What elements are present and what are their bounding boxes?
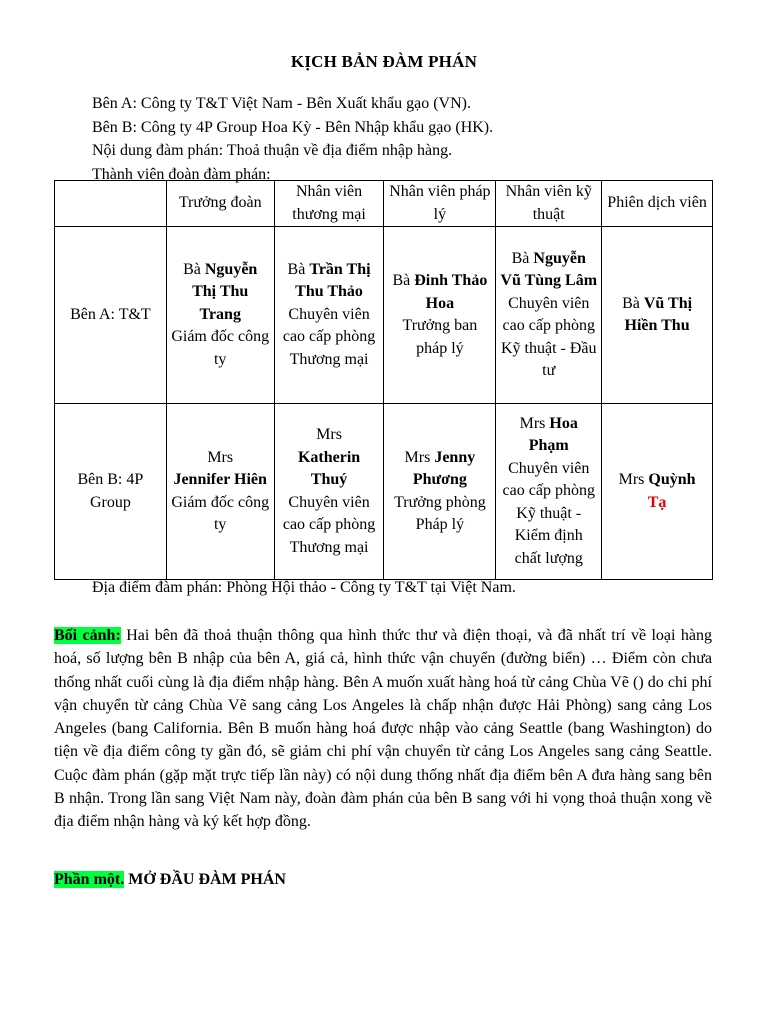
member-role: Chuyên viên cao cấp phòng Thương mại (282, 305, 376, 368)
table-row (55, 404, 713, 580)
context-paragraph (54, 624, 712, 834)
member-title: Mrs (404, 448, 431, 466)
party-a-line: Bên A: Công ty T&T Việt Nam - Bên Xuất khẩu gạo (VN). (92, 95, 471, 112)
member-name: Đinh Thảo Hoa (414, 272, 488, 312)
member-role: Chuyên viên cao cấp phòng Kỹ thuật - Đầu tư (500, 294, 597, 379)
member-role: Trưởng ban pháp lý (402, 317, 478, 357)
member-cell (602, 404, 713, 580)
member-role: Giám đốc công ty (171, 328, 270, 368)
member-cell (274, 404, 384, 580)
member-cell (602, 227, 713, 404)
part-title: MỞ ĐẦU ĐÀM PHÁN (124, 871, 286, 888)
member-cell (496, 227, 602, 404)
row-label: Bên B: 4P Group (55, 404, 167, 580)
member-role: Giám đốc công ty (171, 493, 270, 533)
table-header-row (55, 181, 713, 227)
member-title: Bà (287, 260, 306, 278)
member-title: Bà (622, 294, 640, 312)
member-role: Trưởng phòng Pháp lý (394, 493, 486, 533)
table-header-empty (55, 181, 167, 227)
part-one-heading (54, 871, 286, 889)
member-title: Bà (392, 272, 411, 289)
member-name-red: Tạ (647, 493, 667, 511)
member-title: Mrs (316, 426, 342, 443)
row-label: Bên A: T&T (55, 227, 167, 404)
table-header-cell: Trưởng đoàn (166, 181, 274, 227)
negotiation-content-line: Nội dung đàm phán: Thoả thuận về địa điểm nhập hàng. (92, 142, 453, 159)
member-cell (384, 404, 496, 580)
table-row (55, 227, 713, 404)
member-name: Hoa Phạm (528, 414, 578, 455)
member-title: Mrs (618, 471, 645, 488)
member-name: Katherin Thuý (297, 448, 361, 488)
table-header-cell: Nhân viên pháp lý (384, 181, 496, 227)
member-role: Chuyên viên cao cấp phòng Thương mại (282, 493, 376, 556)
member-cell (166, 227, 274, 404)
member-cell (274, 227, 384, 404)
member-cell (166, 404, 274, 580)
intro-block (92, 92, 493, 186)
members-table (54, 180, 713, 580)
member-name: Trần Thị Thu Thảo (295, 260, 371, 301)
table-header-cell: Nhân viên thương mại (274, 181, 384, 227)
context-text: Hai bên đã thoả thuận thông qua hình thức thư và điện thoại, và đã nhất trí về loại hàng hoá, số lượng bên B nhập của bên A, giá cả, hình thức vận chuyển (đường biển) … Điểm còn chưa thống nhất cuối cùng là địa điểm nhập hàng. Bên A muốn xuất hàng hoá từ cảng Chùa Vẽ () do chi phí vận chuyển từ cảng Chùa Vẽ sang cảng Los Angeles là chấp nhận được Hải Phòng) sang cảng Los Angeles (bang California. Bên B muốn hàng hoá được nhập vào cảng Seattle (bang Washington) do tiện về địa điểm công ty gần đó, sẽ giảm chi phí vận chuyển từ cảng Los Angeles sang cảng Seattle. Cuộc đàm phán (gặp mặt trực tiếp lần này) có nội dung thống nhất địa điểm bên A đưa hàng sang bên B nhận. Trong lần sang Việt Nam này, đoàn đàm phán của bên B sang với hi vọng thoả thuận xong về địa điểm nhận hàng và ký kết hợp đồng. (54, 627, 713, 831)
members-heading: Thành viên đoàn đàm phán: (92, 165, 271, 183)
location-line: Địa điểm đàm phán: Phòng Hội thảo - Công ty T&T tại Việt Nam. (92, 579, 516, 596)
member-role: Chuyên viên cao cấp phòng Kỹ thuật - Kiểm định chất lượng (502, 459, 595, 567)
member-cell (384, 227, 496, 404)
member-name: Vũ Thị Hiền Thu (624, 294, 693, 334)
context-label: Bối cảnh: (54, 627, 121, 644)
party-b-line: Bên B: Công ty 4P Group Hoa Kỳ - Bên Nhập khẩu gạo (HK). (92, 118, 494, 136)
member-name: Nguyễn Vũ Tùng Lâm (500, 249, 598, 289)
member-title: Bà (183, 260, 201, 278)
member-name: Jennifer Hiên (173, 471, 267, 488)
member-name: Quỳnh (648, 471, 696, 488)
table-header-cell: Nhân viên kỹ thuật (496, 181, 602, 227)
member-title: Mrs (207, 448, 234, 466)
member-cell (496, 404, 602, 580)
document-title: KỊCH BẢN ĐÀM PHÁN (290, 52, 478, 71)
part-label: Phần một. (54, 871, 125, 888)
table-header-cell: Phiên dịch viên (602, 181, 713, 227)
member-name: Jenny Phương (412, 448, 476, 488)
member-title: Bà (511, 249, 530, 267)
member-title: Mrs (519, 414, 546, 432)
member-name: Nguyễn Thị Thu Trang (192, 260, 258, 323)
